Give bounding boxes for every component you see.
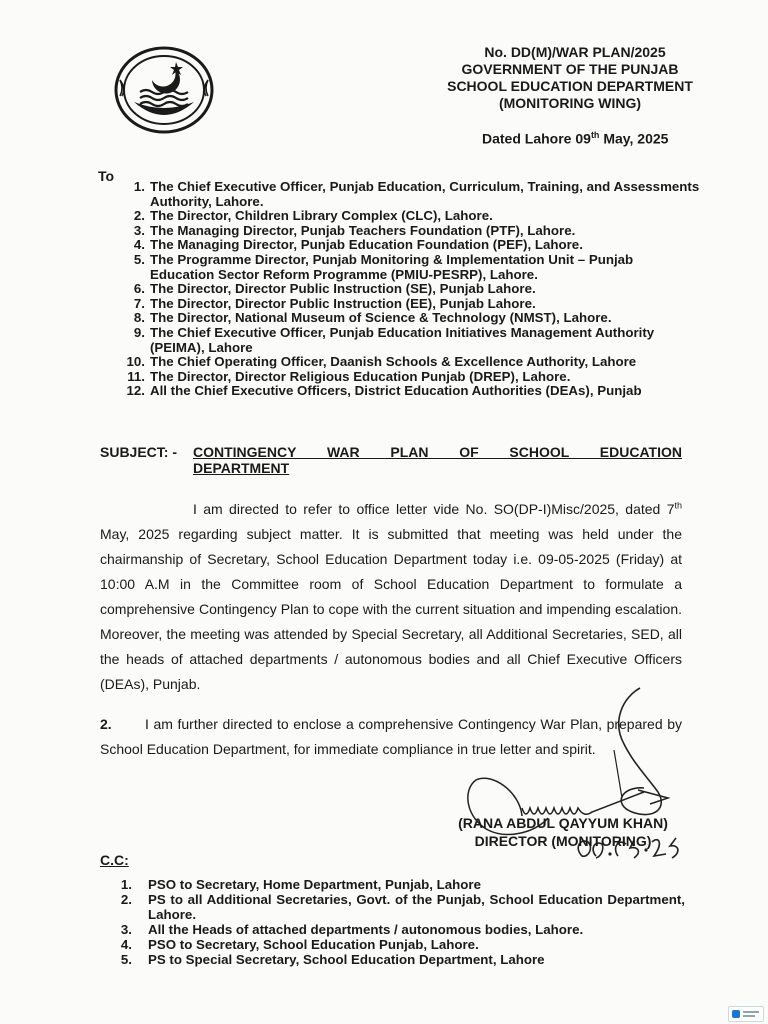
addressee-item-text: All the Chief Executive Officers, District Education Authorities (DEAs), Punjab [150, 383, 642, 399]
addressee-item-text: The Director, Director Public Instruction (SE), Punjab Lahore. [150, 281, 536, 297]
addressee-item-text: The Managing Director, Punjab Teachers Foundation (PTF), Lahore. [150, 222, 576, 238]
wing-name: (MONITORING WING) [498, 95, 642, 111]
camscanner-badge-icon [728, 1006, 764, 1022]
addressee-list [100, 180, 700, 399]
cc-item [100, 937, 685, 952]
addressee-item-number: 10. [126, 354, 145, 370]
addressee-item-number: 7. [133, 295, 145, 311]
addressee-item-number: 11. [127, 368, 145, 384]
addressee-item-text: The Director, National Museum of Science & Technology (NMST), Lahore. [150, 310, 612, 326]
addressee-item-text: The Chief Operating Officer, Daanish Schools & Excellence Authority, Lahore [150, 354, 637, 370]
cc-item [100, 877, 685, 892]
subject-label: SUBJECT: - [100, 444, 178, 460]
cc-item [100, 952, 685, 967]
signatory-block [438, 814, 688, 850]
punjab-emblem-icon [112, 44, 216, 134]
addressee-item-number: 3. [133, 222, 145, 238]
cc-label: C.C: [100, 852, 129, 868]
cc-item [100, 922, 685, 937]
addressee-item-text: The Chief Executive Officer, Punjab Education, Curriculum, Training, and Assessments Authority, Lahore. [150, 179, 700, 209]
cc-item-number: 5. [120, 952, 132, 967]
cc-item-number: 2. [120, 892, 132, 907]
addressee-item-number: 12. [126, 383, 145, 399]
addressee-item [100, 238, 700, 253]
addressee-item [100, 253, 700, 282]
addressee-item [100, 326, 700, 355]
cc-item-text: PS to all Additional Secretaries, Govt. of the Punjab, School Education Department, Lahore. [148, 892, 685, 922]
addressee-item-text: The Director, Director Religious Education Punjab (DREP), Lahore. [150, 368, 571, 384]
government-name: GOVERNMENT OF THE PUNJAB [461, 61, 679, 77]
cc-item-text: All the Heads of attached departments / autonomous bodies, Lahore. [148, 922, 584, 937]
addressee-item [100, 370, 700, 385]
body-paragraph-2: 2. I am further directed to enclose a comprehensive Contingency War Plan, prepared by School Education Department, for immediate compliance in true letter and spirit. [100, 712, 682, 762]
addressee-item [100, 311, 700, 326]
signatory-title: DIRECTOR (MONITORING) [474, 833, 652, 849]
department-name: SCHOOL EDUCATION DEPARTMENT [447, 78, 693, 94]
cc-list [100, 877, 685, 967]
addressee-item-text: The Director, Director Public Instruction (EE), Punjab Lahore. [150, 295, 536, 311]
letterhead [420, 44, 720, 112]
signatory-name: (RANA ABDUL QAYYUM KHAN) [458, 815, 668, 831]
paragraph-number: 2. [100, 716, 112, 732]
cc-item [100, 892, 685, 922]
cc-item-number: 1. [120, 877, 132, 892]
addressee-item [100, 209, 700, 224]
addressee-item [100, 297, 700, 312]
reference-number: No. DD(M)/WAR PLAN/2025 [484, 44, 666, 60]
cc-item-text: PSO to Secretary, School Education Punjab, Lahore. [148, 937, 479, 952]
addressee-item-number: 9. [133, 324, 145, 340]
subject-text-continued: DEPARTMENT [193, 460, 290, 476]
addressee-item-number: 1. [133, 179, 145, 194]
addressee-item [100, 282, 700, 297]
addressee-item-text: The Programme Director, Punjab Monitoring & Implementation Unit – Punjab Education Sector Reform Programme (PMIU-PESRP), Lahore. [150, 251, 634, 282]
cc-item-number: 3. [120, 922, 132, 937]
addressee-item [100, 224, 700, 239]
addressee-item [100, 384, 700, 399]
addressee-item [100, 355, 700, 370]
subject-text: CONTINGENCY WAR PLAN OF SCHOOL EDUCATION [193, 444, 682, 460]
addressee-item-number: 5. [133, 251, 145, 267]
addressee-item-text: The Chief Executive Officer, Punjab Education Initiatives Management Authority (PEIMA), Lahore [150, 324, 655, 355]
addressee-item-number: 8. [133, 310, 145, 326]
body-paragraph-1: I am directed to refer to office letter vide No. SO(DP-I)Misc/2025, dated 7th May, 2025 regarding subject matter. It is submitted that meeting was held under the chairmanship of Secretary, School Education Department today i.e. 09-05-2025 (Friday) at 10:00 A.M in the Committee room of School Education Department to formulate a comprehensive Contingency Plan to cope with the current situation and impending escalation. Moreover, the meeting was attended by Special Secretary, all Additional Secretaries, SED, all the heads of attached departments / autonomous bodies and all Chief Executive Officers (DEAs), Punjab. [100, 500, 682, 692]
addressee-item-text: The Director, Children Library Complex (CLC), Lahore. [150, 208, 493, 224]
addressee-item-number: 4. [133, 237, 145, 253]
cc-item-text: PSO to Secretary, Home Department, Punjab, Lahore [148, 877, 481, 892]
addressee-item-number: 6. [133, 281, 145, 297]
to-label: To [98, 168, 115, 184]
letter-date: Dated Lahore 09th May, 2025 [482, 130, 669, 147]
addressee-item-number: 2. [133, 208, 145, 224]
cc-item-number: 4. [120, 937, 132, 952]
addressee-item-text: The Managing Director, Punjab Education Foundation (PEF), Lahore. [150, 237, 583, 253]
cc-item-text: PS to Special Secretary, School Education Department, Lahore [148, 952, 545, 967]
addressee-item [100, 180, 700, 209]
